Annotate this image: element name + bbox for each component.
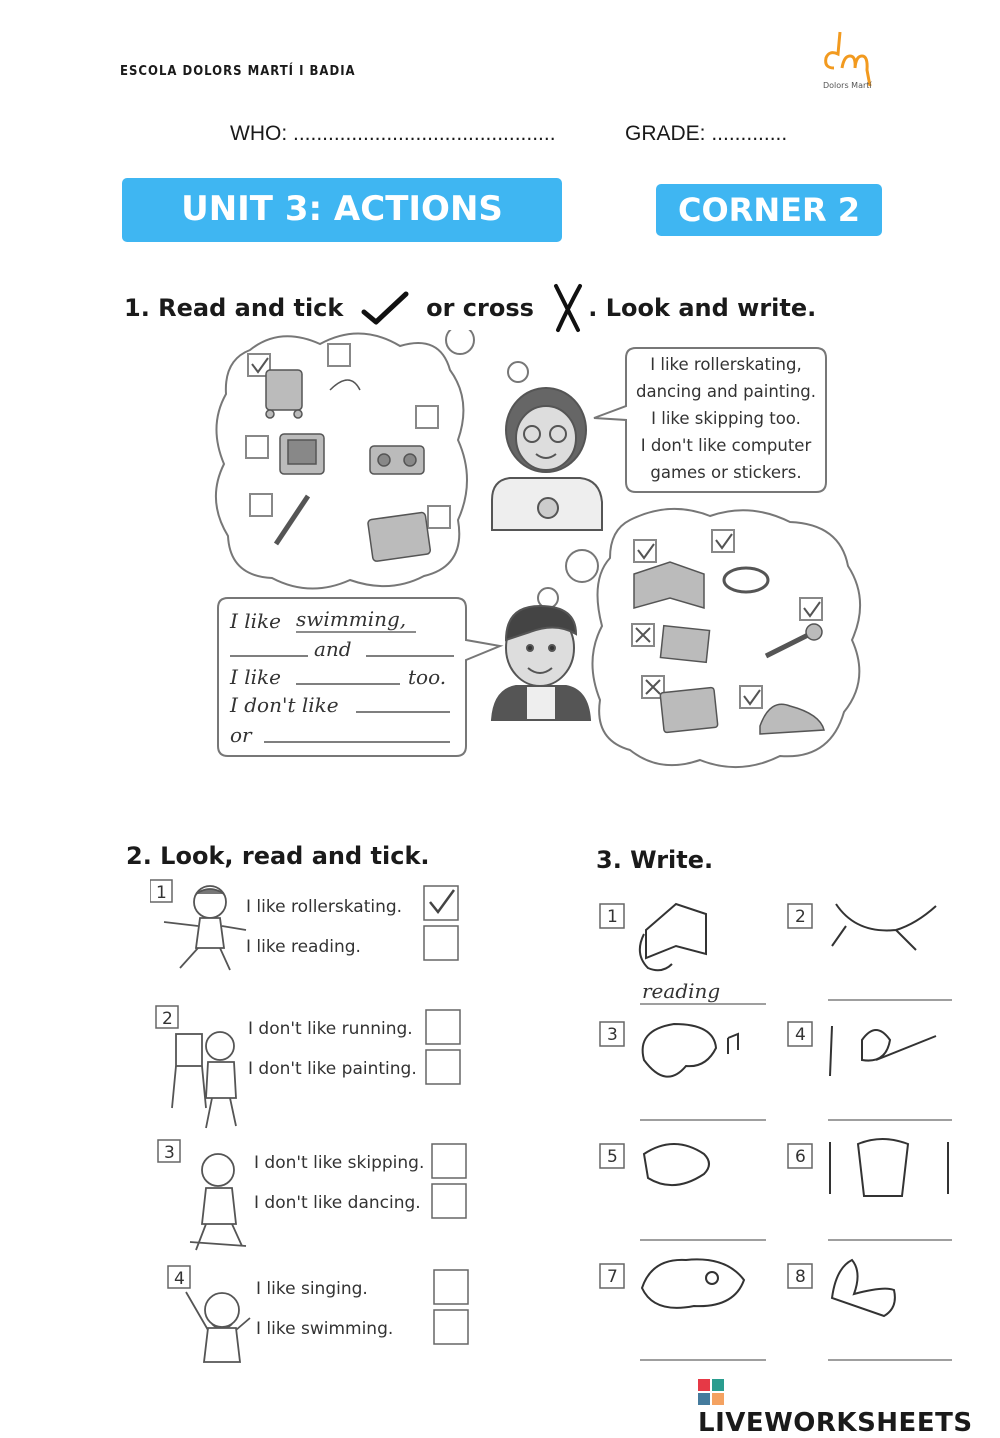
- exercise3-title: 3. Write.: [596, 846, 714, 874]
- exercise3-cell-2: [788, 904, 952, 1000]
- cross-icon: [548, 282, 588, 334]
- exercise3-cell-4: [788, 1022, 952, 1120]
- exercise1-title-c: . Look and write.: [588, 294, 817, 322]
- liveworksheets-icon: [698, 1379, 724, 1405]
- exercise3-cell-1: [600, 904, 766, 1004]
- boy-line-3-start: I like: [230, 665, 282, 689]
- exercise3-cell-7: [600, 1259, 766, 1360]
- boy-line-3-end: too.: [408, 665, 447, 689]
- boy-figure: [492, 606, 590, 720]
- exercise2-item-3-a: I don't like skipping.: [254, 1153, 425, 1173]
- exercise2-item-3-b: I don't like dancing.: [254, 1193, 421, 1213]
- child-figure-1: [164, 886, 246, 970]
- boy-line-1-start: I like: [230, 609, 282, 633]
- exercise2-title: 2. Look, read and tick.: [126, 842, 430, 870]
- child-figure-4: [186, 1292, 250, 1362]
- exercise3-number-7: 7: [607, 1267, 618, 1287]
- boy-speech-bubble: [218, 598, 500, 756]
- checkbox-4a[interactable]: [434, 1270, 468, 1304]
- liveworksheets-text: LIVEWORKSHEETS: [698, 1408, 973, 1438]
- girl-bubble-line-4: I don't like computer: [640, 436, 812, 455]
- exercise2-item-2-a: I don't like running.: [248, 1019, 413, 1039]
- exercise1-title-b: or cross: [426, 294, 534, 322]
- checkbox-2a[interactable]: [426, 1010, 460, 1044]
- exercise3-number-5: 5: [607, 1147, 618, 1167]
- exercise1-title-a: 1. Read and tick: [124, 294, 344, 322]
- exercise3-example-answer: reading: [642, 979, 721, 1003]
- svg-text:Dolors Martí: Dolors Martí: [823, 81, 872, 90]
- exercise2-item-1-b: I like reading.: [246, 937, 361, 957]
- grade-field[interactable]: GRADE: .............: [625, 122, 788, 145]
- girl-bubble-line-1: I like rollerskating,: [650, 355, 802, 374]
- girl-bubble-line-3: I like skipping too.: [651, 409, 801, 428]
- exercise3-number-6: 6: [795, 1147, 806, 1167]
- liveworksheets-brand: [698, 1378, 1000, 1438]
- exercise3-cell-5: [600, 1144, 766, 1240]
- checkbox-1b[interactable]: [424, 926, 458, 960]
- exercise3-number-2: 2: [795, 907, 806, 927]
- girl-bubble-line-5: games or stickers.: [650, 463, 802, 482]
- checkbox-4b[interactable]: [434, 1310, 468, 1344]
- checkbox-3a[interactable]: [432, 1144, 466, 1178]
- school-logo: [820, 28, 876, 92]
- boy-line-5-start: or: [230, 723, 252, 747]
- unit-banner: UNIT 3: ACTIONS: [124, 180, 560, 240]
- exercise3-number-8: 8: [795, 1267, 806, 1287]
- checkbox-2b[interactable]: [426, 1050, 460, 1084]
- school-name: ESCOLA DOLORS MARTÍ I BADIA: [120, 64, 356, 79]
- exercise2-item-2: [156, 1006, 460, 1128]
- exercise1-title: [124, 282, 816, 334]
- corner-banner: CORNER 2: [658, 186, 880, 234]
- exercise1-illustration: [210, 330, 870, 780]
- exercise3-number-4: 4: [795, 1025, 806, 1045]
- exercise2-item-4-b: I like swimming.: [256, 1319, 394, 1339]
- boy-line-1-answer: swimming,: [296, 607, 407, 631]
- exercise2-number-3: 3: [164, 1143, 175, 1163]
- boy-line-2-and: and: [314, 637, 352, 661]
- exercise2-item-4-a: I like singing.: [256, 1279, 368, 1299]
- tick-icon: [360, 290, 410, 326]
- girl-figure: [492, 388, 602, 530]
- boy-line-4-start: I don't like: [230, 693, 339, 717]
- exercise2-list: [150, 878, 490, 1378]
- who-field[interactable]: WHO: .............................................: [230, 122, 556, 145]
- exercise2-number-4: 4: [174, 1269, 185, 1289]
- exercise2-item-3: [158, 1140, 466, 1250]
- exercise3-cell-6: [788, 1139, 952, 1240]
- exercise3-cell-3: [600, 1022, 766, 1120]
- exercise2-item-2-b: I don't like painting.: [248, 1059, 417, 1079]
- exercise3-number-3: 3: [607, 1025, 618, 1045]
- exercise3-grid: [596, 890, 976, 1370]
- child-figure-2: [172, 1032, 236, 1128]
- checkbox-3b[interactable]: [432, 1184, 466, 1218]
- exercise3-cell-8: [788, 1260, 952, 1360]
- exercise2-number-2: 2: [162, 1009, 173, 1029]
- exercise2-number-1: 1: [156, 883, 167, 903]
- girl-bubble-line-2: dancing and painting.: [635, 382, 817, 401]
- exercise2-item-1: [150, 880, 458, 970]
- child-figure-3: [190, 1154, 246, 1250]
- exercise2-item-1-a: I like rollerskating.: [246, 897, 403, 917]
- exercise2-item-4: [168, 1266, 468, 1362]
- girl-speech-bubble: [594, 348, 826, 492]
- exercise3-number-1: 1: [607, 907, 618, 927]
